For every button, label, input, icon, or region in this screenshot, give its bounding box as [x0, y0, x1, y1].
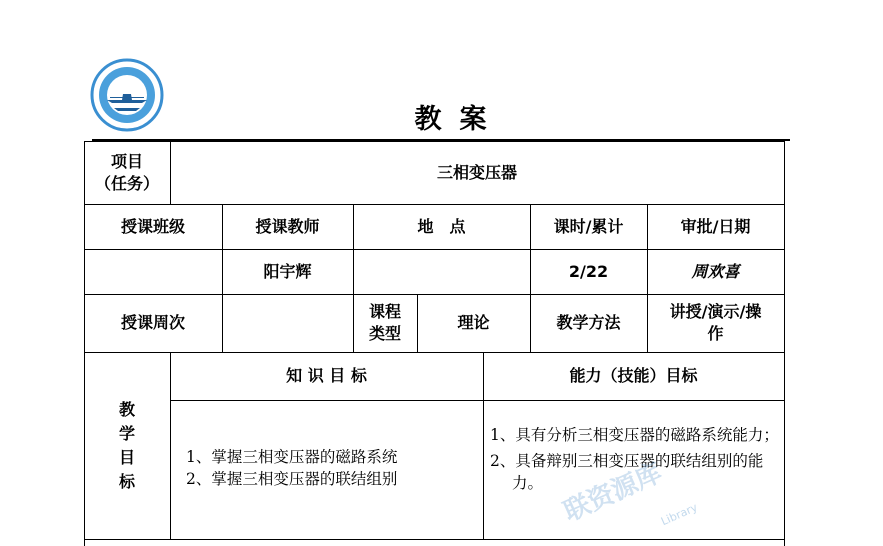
table-line — [170, 400, 785, 401]
ability-item: 1、具有分析三相变压器的磁路系统能力； — [490, 426, 779, 444]
watermark: 联资源库 — [559, 457, 667, 528]
knowledge-list — [186, 446, 476, 490]
teacher-label: 授课教师 — [255, 216, 320, 236]
ability-item: 2、具备辩别三相变压器的联结组别的能力。 — [490, 452, 764, 492]
class-label: 授课班级 — [120, 216, 185, 236]
objectives-side-label: 教 学 目 标 — [118, 399, 135, 491]
project-value: 三相变压器 — [436, 162, 517, 182]
teacher-name: 阳宇辉 — [263, 261, 312, 281]
knowledge-header: 知 识 目 标 — [286, 366, 367, 385]
course-type-value: 理论 — [457, 313, 490, 332]
course-type-label: 课程 类型 — [368, 302, 401, 343]
week-label: 授课周次 — [120, 313, 185, 332]
hours-value: 2/22 — [568, 261, 609, 281]
watermark-sub: Library — [659, 500, 700, 529]
approval-label: 审批/日期 — [680, 216, 751, 236]
knowledge-item: 2、掌握三相变压器的联结组别 — [186, 470, 398, 488]
approver-signature: 周欢喜 — [691, 261, 740, 281]
ability-header: 能力（技能）目标 — [569, 366, 698, 385]
method-value: 讲授/演示/操 作 — [669, 302, 762, 343]
method-label: 教学方法 — [556, 313, 621, 332]
hours-label: 课时/累计 — [553, 216, 624, 236]
table-line — [784, 141, 785, 546]
project-label: 项目 （任务） — [94, 151, 159, 193]
knowledge-item: 1、掌握三相变压器的磁路系统 — [186, 448, 398, 466]
page-title: 教案 — [414, 104, 505, 135]
location-label: 地 点 — [417, 216, 466, 236]
table-line — [84, 539, 785, 540]
